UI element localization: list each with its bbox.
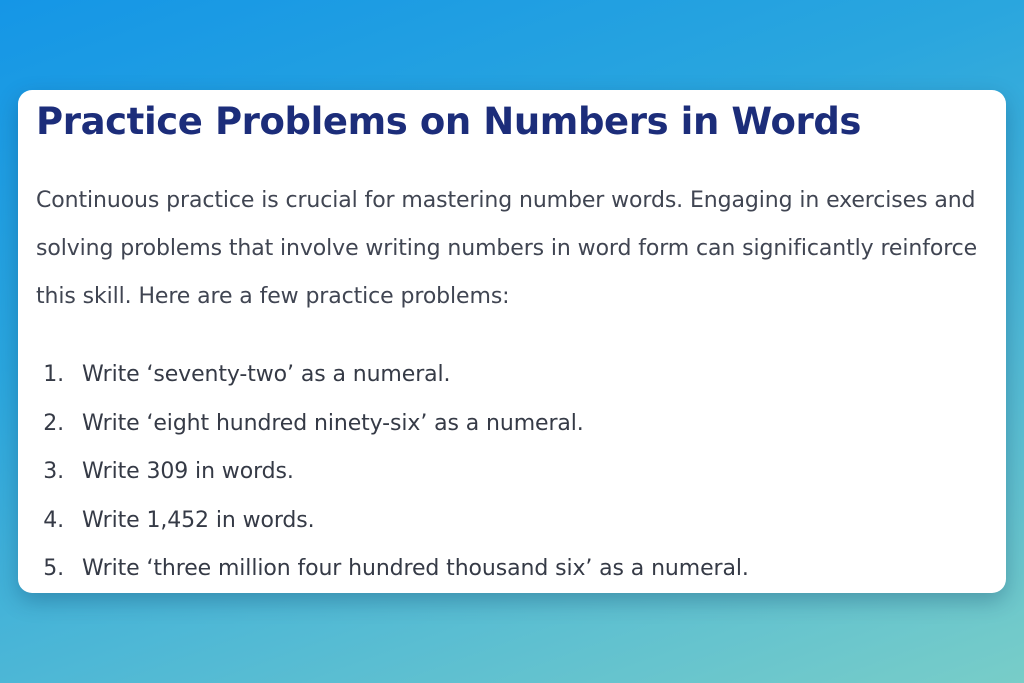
list-item-text: Write ‘three million four hundred thousand six’ as a numeral. — [82, 556, 749, 581]
list-item — [36, 351, 749, 400]
list-item-text: Write 309 in words. — [82, 459, 294, 484]
list-item-text: Write ‘seventy-two’ as a numeral. — [82, 362, 451, 387]
list-item-number: 4. — [43, 507, 64, 533]
practice-problem-list — [36, 351, 749, 593]
list-item-text: Write ‘eight hundred ninety-six’ as a numeral. — [82, 410, 584, 436]
list-item-number: 2. — [43, 410, 64, 436]
list-item-number: 5. — [43, 556, 64, 581]
list-item — [36, 400, 749, 449]
page-title: Practice Problems on Numbers in Words — [36, 100, 862, 143]
content-card — [18, 90, 1006, 593]
intro-paragraph: Continuous practice is crucial for mastering number words. Engaging in exercises and solving problems that involve writing numbers in word form can significantly reinforce this skill. Here are a few practice problems: — [36, 188, 978, 309]
list-item-number: 1. — [43, 362, 64, 387]
list-item-number: 3. — [43, 459, 64, 484]
list-item — [36, 497, 749, 546]
list-item — [36, 448, 749, 497]
list-item-text: Write 1,452 in words. — [82, 507, 315, 533]
list-item — [36, 545, 749, 593]
